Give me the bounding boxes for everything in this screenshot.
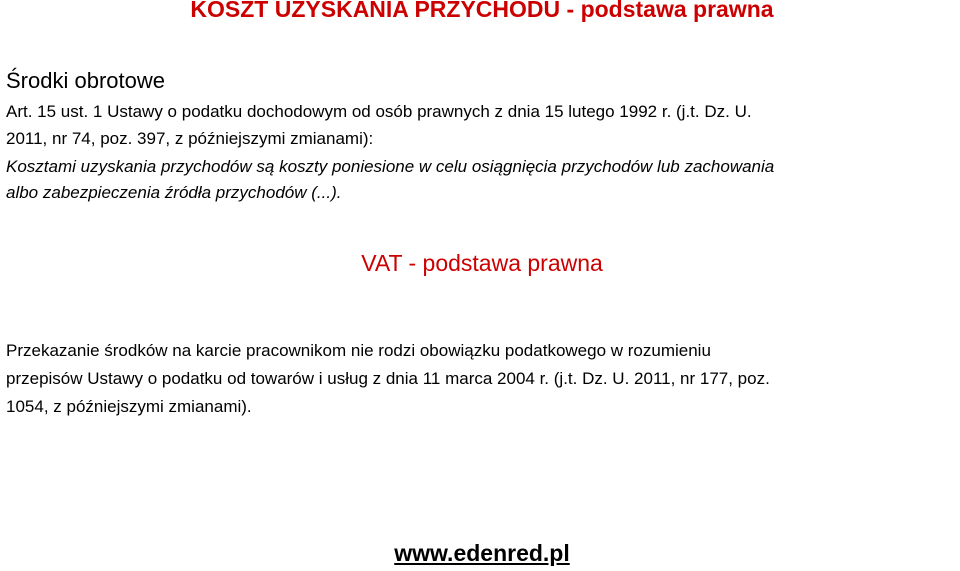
edenred-link[interactable]: www.edenred.pl <box>394 540 570 566</box>
section2-title: VAT - podstawa prawna <box>361 250 603 276</box>
quote-line-1: Kosztami uzyskania przychodów są koszty poniesione w celu osiągnięcia przychodów lub zachowania <box>6 157 775 176</box>
citation-line-1: Art. 15 ust. 1 Ustawy o podatku dochodowym od osób prawnych z dnia 15 lutego 1992 r. (j.t. Dz. U. <box>6 102 752 121</box>
section1-heading: Środki obrotowe <box>6 68 165 93</box>
section1-title: KOSZT UZYSKANIA PRZYCHODU - podstawa prawna <box>190 0 774 22</box>
vat-line-2: przepisów Ustawy o podatku od towarów i usług z dnia 11 marca 2004 r. (j.t. Dz. U. 2011, nr 177, poz. <box>6 369 770 388</box>
citation-line-2: 2011, nr 74, poz. 397, z późniejszymi zmianami): <box>6 129 374 148</box>
vat-line-3: 1054, z późniejszymi zmianami). <box>6 397 252 416</box>
quote-line-2: albo zabezpieczenia źródła przychodów (...). <box>6 183 342 202</box>
vat-line-1: Przekazanie środków na karcie pracownikom nie rodzi obowiązku podatkowego w rozumieniu <box>6 341 711 360</box>
